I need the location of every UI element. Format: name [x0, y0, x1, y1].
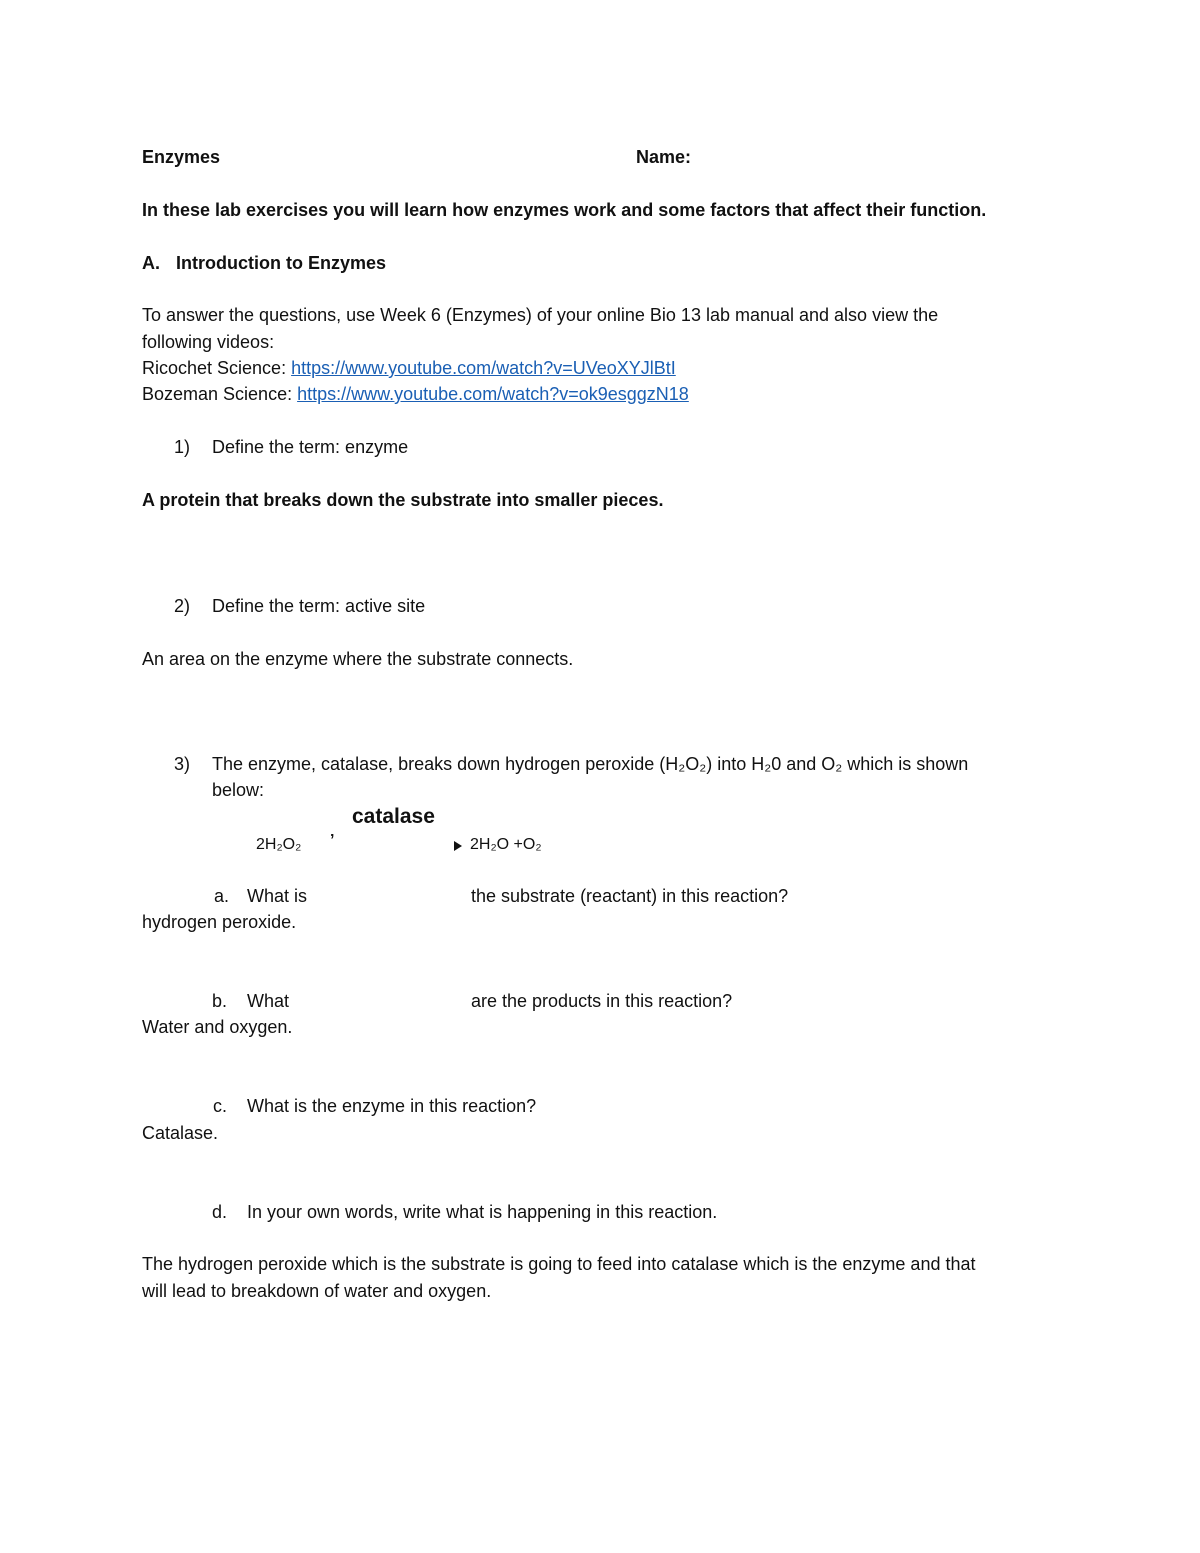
part-c-answer: Catalase. — [142, 1123, 219, 1143]
equation-tick: ʼ — [330, 832, 335, 849]
q1-text: Define the term: enzyme — [212, 437, 409, 457]
instructions-line-1: To answer the questions, use Week 6 (Enzymes) of your online Bio 13 lab manual and also view the — [142, 305, 939, 325]
video-ricochet — [142, 357, 676, 379]
part-b-letter: b. — [212, 991, 228, 1011]
arrow-icon — [454, 834, 462, 856]
equation-products: 2H₂O +O₂ — [470, 836, 542, 853]
final-answer-line-2: will lead to breakdown of water and oxygen. — [142, 1281, 492, 1301]
section-a-letter: A. — [142, 253, 160, 273]
q2-number: 2) — [174, 596, 191, 616]
part-b-question-end: are the products in this reaction? — [471, 991, 733, 1011]
part-b-question-start: What — [247, 991, 290, 1011]
video-label: Bozeman Science: — [142, 384, 298, 404]
part-d-question: In your own words, write what is happening in this reaction. — [247, 1202, 718, 1222]
q3-number: 3) — [174, 754, 191, 774]
q1-answer: A protein that breaks down the substrate into smaller pieces. — [142, 490, 664, 510]
part-c-letter: c. — [213, 1096, 228, 1116]
section-a-title: Introduction to Enzymes — [176, 253, 387, 273]
video-link[interactable]: https://www.youtube.com/watch?v=UVeoXYJlBtI — [291, 358, 676, 378]
intro-text: In these lab exercises you will learn how enzymes work and some factors that affect their function. — [142, 200, 987, 220]
q3-text-line-1: The enzyme, catalase, breaks down hydrogen peroxide (H₂O₂) into H₂0 and O₂ which is shown — [212, 754, 969, 774]
q2-text: Define the term: active site — [212, 596, 426, 616]
instructions-line-2: following videos: — [142, 332, 275, 352]
name-label: Name: — [636, 147, 692, 167]
q2-answer: An area on the enzyme where the substrate connects. — [142, 649, 574, 669]
part-c-question: What is the enzyme in this reaction? — [247, 1096, 537, 1116]
part-b-answer: Water and oxygen. — [142, 1017, 293, 1037]
part-a-letter: a. — [214, 886, 230, 906]
final-answer-line-1: The hydrogen peroxide which is the substrate is going to feed into catalase which is the enzyme and that — [142, 1254, 976, 1274]
q1-number: 1) — [174, 437, 191, 457]
part-a-answer: hydrogen peroxide. — [142, 912, 297, 932]
video-bozeman — [142, 383, 689, 405]
equation-enzyme-label: catalase — [352, 805, 435, 828]
part-a-question-end: the substrate (reactant) in this reaction? — [471, 886, 789, 906]
video-link[interactable]: https://www.youtube.com/watch?v=ok9esggzN18 — [297, 384, 689, 404]
part-a-question-start: What is — [247, 886, 308, 906]
document-title: Enzymes — [142, 147, 221, 167]
video-label: Ricochet Science: — [142, 358, 292, 378]
q3-text-line-2: below: — [212, 780, 265, 800]
part-d-letter: d. — [212, 1202, 228, 1222]
equation-reactant: 2H₂O₂ — [256, 836, 302, 853]
